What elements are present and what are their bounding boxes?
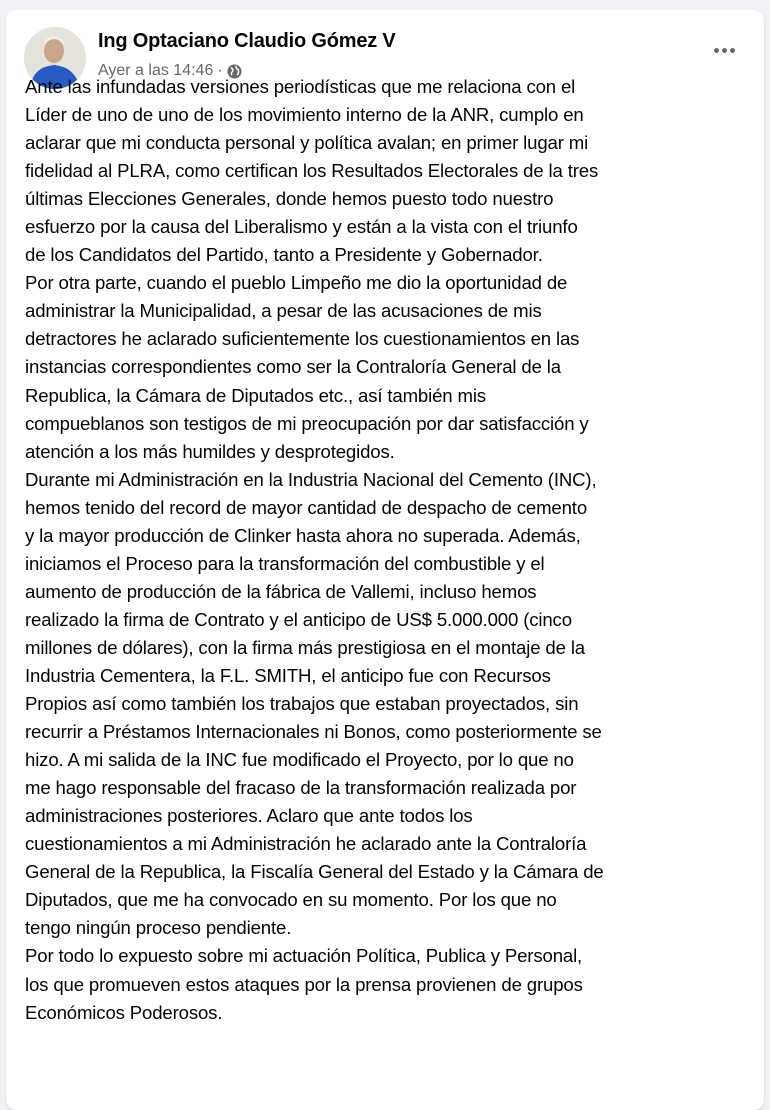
post-text-line: Propios así como también los trabajos que estaban proyectados, sin (25, 693, 579, 715)
dot-icon (730, 48, 735, 53)
post-text-line: Ante las infundadas versiones periodísticas que me relaciona con el (25, 76, 576, 97)
post-text-line: fidelidad al PLRA, como certifican los Resultados Electorales de la tres (25, 160, 599, 182)
post-text-line: me hago responsable del fracaso de la transformación realizada por (25, 777, 577, 799)
post-text-line: detractores he aclarado suficientemente los cuestionamientos en las (25, 328, 580, 350)
post-text-line: aumento de producción de la fábrica de Vallemi, incluso hemos (25, 580, 537, 602)
post-text-line: administraciones posteriores. Aclaro que ante todos los (25, 805, 473, 827)
post-text-line: hemos tenido del record de mayor cantidad de despacho de cemento (25, 496, 588, 518)
post-text-line: General de la Republica, la Fiscalía General del Estado y la Cámara de (25, 861, 604, 883)
post-text-line: recurrir a Préstamos Internacionales ni Bonos, como posteriormente se (25, 721, 602, 743)
post-text-line: atención a los más humildes y desprotegidos. (25, 440, 395, 462)
post-text-line: Económicos Poderosos. (25, 1001, 223, 1023)
post-text-line: compueblanos son testigos de mi preocupación por dar satisfacción y (25, 412, 589, 434)
post-text-line: aclarar que mi conducta personal y política avalan; en primer lugar mi (25, 132, 589, 154)
post-text-line: Diputados, que me ha convocado en su momento. Por los que no (25, 889, 557, 911)
post-text-line: últimas Elecciones Generales, donde hemos puesto todo nuestro (25, 188, 554, 210)
post-text-line: y la mayor producción de Clinker hasta ahora no superada. Además, (25, 524, 581, 546)
post-text-line: hizo. A mi salida de la INC fue modificado el Proyecto, por lo que no (25, 749, 574, 771)
post-text-line: Por todo lo expuesto sobre mi actuación Política, Publica y Personal, (25, 945, 583, 967)
dot-icon (714, 48, 719, 53)
timestamp[interactable]: Ayer a las 14:46 (98, 62, 214, 79)
post-text-line: de los Candidatos del Partido, tanto a Presidente y Gobernador. (25, 244, 543, 266)
post-text (25, 73, 604, 1027)
post-text-line: iniciamos el Proceso para la transformación del combustible y el (25, 552, 545, 574)
post-text-line: Líder de uno de uno de los movimiento interno de la ANR, cumplo en (25, 104, 584, 126)
post-text-line: Por otra parte, cuando el pueblo Limpeño me dio la oportunidad de (25, 272, 568, 294)
post-text-line: Industria Cementera, la F.L. SMITH, el anticipo fue con Recursos (25, 664, 551, 686)
post-text-line: los que promueven estos ataques por la prensa provienen de grupos (25, 973, 583, 995)
post-text-line: esfuerzo por la causa del Liberalismo y están a la vista con el triunfo (25, 216, 578, 238)
post-text-line: millones de dólares), con la firma más prestigiosa en el montaje de la (25, 636, 585, 658)
post-card (6, 10, 764, 1110)
post-text-line: realizado la firma de Contrato y el anticipo de US$ 5.000.000 (cinco (25, 608, 572, 630)
post-text-line: instancias correspondientes como ser la Contraloría General de la (25, 356, 561, 378)
more-options-button[interactable] (706, 40, 742, 60)
post-text-line: tengo ningún proceso pendiente. (25, 917, 292, 939)
dot-icon (722, 48, 727, 53)
author-name[interactable]: Ing Optaciano Claudio Gómez V (98, 30, 396, 52)
post-text-line: Republica, la Cámara de Diputados etc., así también mis (25, 384, 486, 406)
post-text-line: cuestionamientos a mi Administración he aclarado ante la Contraloría (25, 833, 587, 855)
separator: · (217, 62, 223, 79)
post-text-line: administrar la Municipalidad, a pesar de las acusaciones de mis (25, 300, 542, 322)
post-text-line: Durante mi Administración en la Industria Nacional del Cemento (INC), (25, 468, 597, 490)
